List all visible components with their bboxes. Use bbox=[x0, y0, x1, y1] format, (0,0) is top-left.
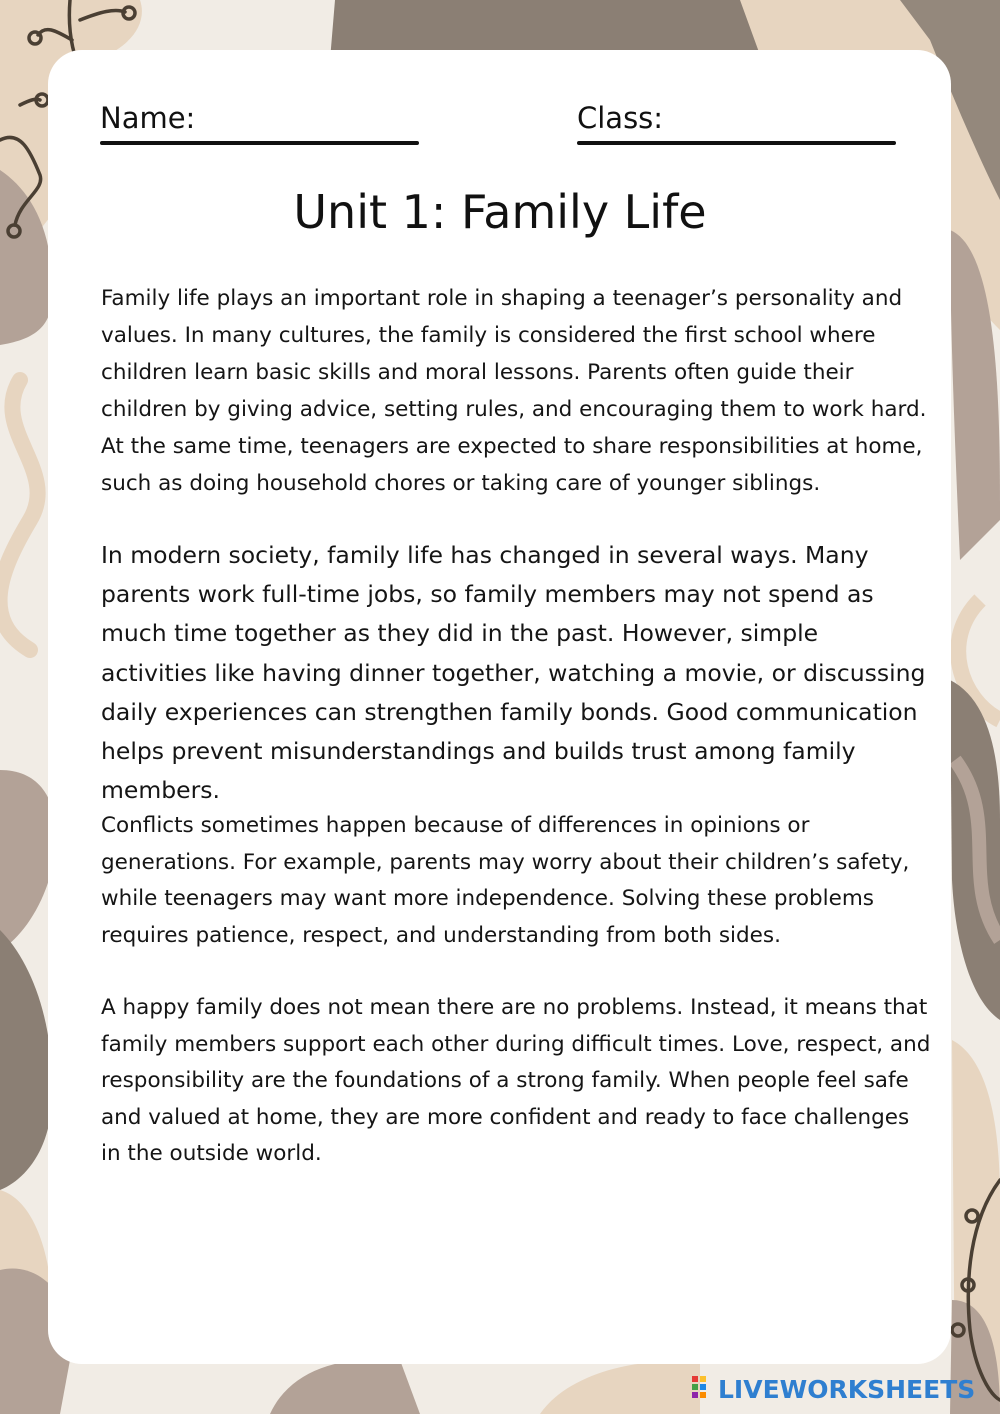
blob-shape bbox=[0, 930, 52, 1190]
liveworksheets-logo-icon bbox=[692, 1376, 714, 1402]
wave-shape bbox=[0, 380, 38, 650]
brand-name: LIVEWORKSHEETS bbox=[718, 1374, 976, 1404]
blob-shape bbox=[540, 1362, 700, 1414]
blob-shape bbox=[270, 1359, 420, 1414]
liveworksheets-brand[interactable] bbox=[692, 1373, 975, 1405]
paragraph: Family life plays an important role in shaping a teenager’s personality and values. In many cultures, the family is considered the first school where children learn basic skills and moral lessons. Parents often guide their children by giving advice, setting rules, and encouraging them to work hard. At the same time, teenagers are expected to share responsibilities at home, such as doing household chores or taking care of younger siblings. bbox=[101, 286, 927, 496]
paragraph: Conflicts sometimes happen because of differences in opinions or generations. For example, parents may worry about their children’s safety, while teenagers may want more independence. Solving these problems requires patience, respect, and understanding from both sides. bbox=[101, 813, 910, 948]
paragraph: In modern society, family life has changed in several ways. Many parents work full-time jobs, so family members may not spend as much time together as they did in the past. However, simple activities like having dinner together, watching a movie, or discussing daily experiences can strengthen family bonds. Good communication helps prevent misunderstandings and builds trust among family members. bbox=[101, 541, 926, 805]
name-label: Name: bbox=[100, 101, 196, 135]
class-input-line[interactable] bbox=[577, 141, 896, 145]
paragraph: A happy family does not mean there are no problems. Instead, it means that family members support each other during difficult times. Love, respect, and responsibility are the foundations of a strong family. When people feel safe and valued at home, they are more confident and ready to face challenges in the outside world. bbox=[101, 995, 931, 1167]
name-input-line[interactable] bbox=[100, 141, 419, 145]
class-label: Class: bbox=[577, 101, 664, 135]
page-title: Unit 1: Family Life bbox=[293, 185, 707, 239]
